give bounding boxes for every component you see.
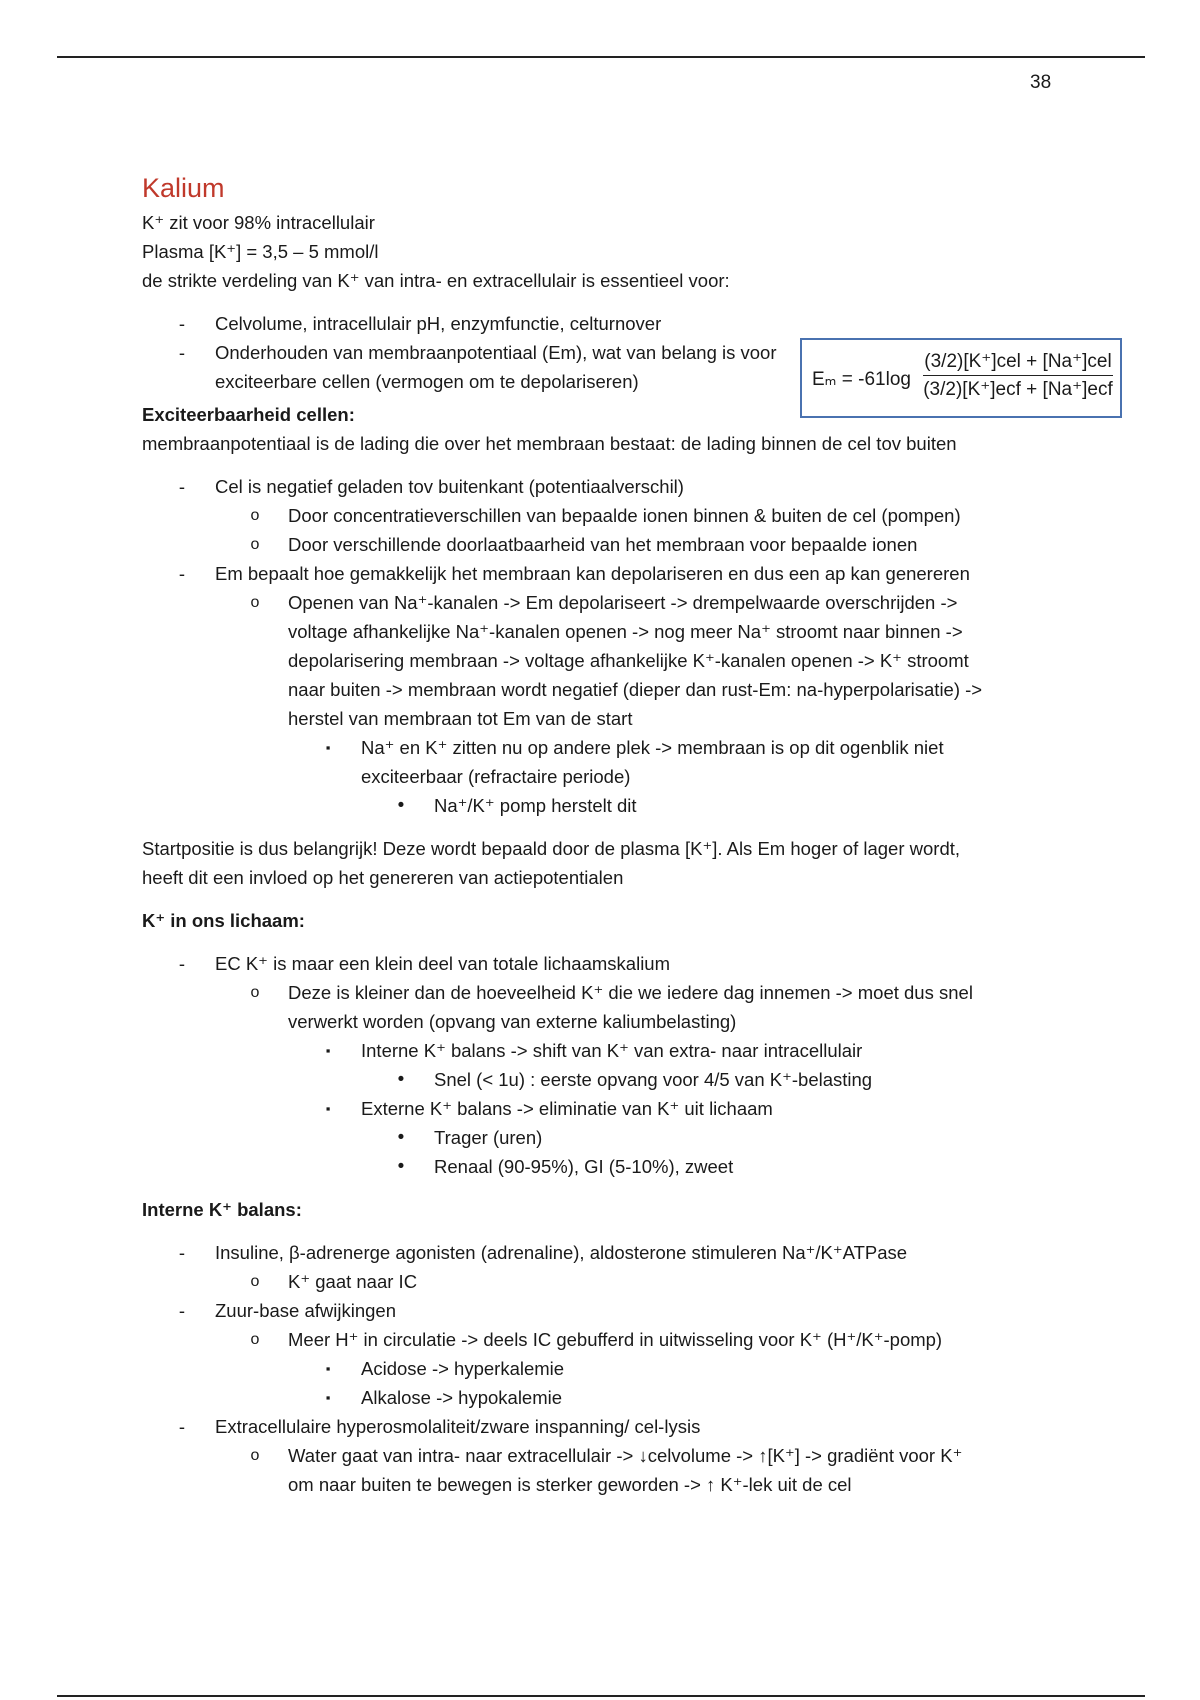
list-item: o Meer H⁺ in circulatie -> deels IC gebufferd in uitwisseling voor K⁺ (H⁺/K⁺-pomp) <box>142 1325 1082 1354</box>
intro-line: Plasma [K⁺] = 3,5 – 5 mmol/l <box>142 241 379 262</box>
paragraph: heeft dit een invloed op het genereren van actiepotentialen <box>142 867 624 888</box>
page-content <box>142 172 1082 1499</box>
list-item: - Em bepaalt hoe gemakkelijk het membraan kan depolariseren en dus een ap kan genereren <box>142 559 1082 588</box>
list-item: o Door verschillende doorlaatbaarheid van het membraan voor bepaalde ionen <box>142 530 1082 559</box>
dash-bullet: - <box>178 953 186 974</box>
list-item: ▪ Alkalose -> hypokalemie <box>142 1383 1082 1412</box>
dot-bullet: • <box>397 795 405 816</box>
list-item: - Onderhouden van membraanpotentiaal (Em), wat van belang is voor exciteerbare cellen (vermogen om te depolariseren) <box>142 338 795 396</box>
internal-balance-heading: Interne K⁺ balans: <box>142 1199 302 1220</box>
list-item: • Na⁺/K⁺ pomp herstelt dit <box>142 791 1082 820</box>
dot-bullet: • <box>397 1127 405 1148</box>
dash-bullet: - <box>178 1242 186 1263</box>
list-item: • Renaal (90-95%), GI (5-10%), zweet <box>142 1152 1082 1181</box>
paragraph: membraanpotentiaal is de lading die over het membraan bestaat: de lading binnen de cel tov buiten <box>142 433 957 454</box>
formula-lhs: Eₘ = -61log <box>812 369 911 390</box>
dash-bullet: - <box>178 313 186 334</box>
intro-line: K⁺ zit voor 98% intracellulair <box>142 212 375 233</box>
dash-bullet: - <box>178 476 186 497</box>
excitability-heading: Exciteerbaarheid cellen: <box>142 404 355 425</box>
square-bullet: ▪ <box>325 1043 331 1058</box>
list-item: o Water gaat van intra- naar extracellulair -> ↓celvolume -> ↑[K⁺] -> gradiënt voor K⁺ om naar buiten te bewegen is sterker geworden -> ↑ K⁺-lek uit de cel <box>142 1441 1082 1499</box>
list-item: - Extracellulaire hyperosmolaliteit/zware inspanning/ cel-lysis <box>142 1412 1082 1441</box>
paragraph: Startpositie is dus belangrijk! Deze wordt bepaald door de plasma [K⁺]. Als Em hoger of lager wordt, <box>142 838 961 859</box>
dash-bullet: - <box>178 1416 186 1437</box>
list-item: - EC K⁺ is maar een klein deel van totale lichaamskalium <box>142 949 1082 978</box>
square-bullet: ▪ <box>325 1390 331 1405</box>
list-item: • Snel (< 1u) : eerste opvang voor 4/5 van K⁺-belasting <box>142 1065 1082 1094</box>
list-item: - Zuur-base afwijkingen <box>142 1296 1082 1325</box>
circle-bullet: o <box>250 1447 260 1464</box>
body-potassium-heading: K⁺ in ons lichaam: <box>142 910 305 931</box>
circle-bullet: o <box>250 594 260 611</box>
list-item: o K⁺ gaat naar IC <box>142 1267 1082 1296</box>
circle-bullet: o <box>250 1273 260 1290</box>
circle-bullet: o <box>250 507 260 524</box>
formula-numerator: (3/2)[K⁺]cel + [Na⁺]cel <box>923 350 1113 376</box>
dash-bullet: - <box>178 1300 186 1321</box>
list-item: - Insuline, β-adrenerge agonisten (adrenaline), aldosterone stimuleren Na⁺/K⁺ATPase <box>142 1238 1082 1267</box>
bottom-rule <box>57 1695 1145 1697</box>
section-title: Kalium <box>142 173 225 203</box>
formula-denominator: (3/2)[K⁺]ecf + [Na⁺]ecf <box>923 379 1113 400</box>
list-item: ▪ Na⁺ en K⁺ zitten nu op andere plek -> membraan is op dit ogenblik niet exciteerbaar (refractaire periode) <box>142 733 1082 791</box>
dot-bullet: • <box>397 1069 405 1090</box>
dash-bullet: - <box>178 342 186 363</box>
circle-bullet: o <box>250 1331 260 1348</box>
list-item: - Celvolume, intracellulair pH, enzymfunctie, celturnover <box>142 309 1082 338</box>
list-item: o Openen van Na⁺-kanalen -> Em depolariseert -> drempelwaarde overschrijden -> voltage afhankelijke Na⁺-kanalen openen -> nog meer Na⁺ stroomt naar binnen -> depolarisering membraan -> voltage afhankelijke K⁺-kanalen openen -> K⁺ stroomt naar buiten -> membraan wordt negatief (dieper dan rust-Em: na-hyperpolarisatie) -> herstel van membraan tot Em van de start <box>142 588 1082 733</box>
square-bullet: ▪ <box>325 740 331 755</box>
list-item: o Deze is kleiner dan de hoeveelheid K⁺ die we iedere dag innemen -> moet dus snel verwerkt worden (opvang van externe kaliumbelasting) <box>142 978 1082 1036</box>
circle-bullet: o <box>250 536 260 553</box>
list-item: • Trager (uren) <box>142 1123 1082 1152</box>
list-item: ▪ Externe K⁺ balans -> eliminatie van K⁺ uit lichaam <box>142 1094 1082 1123</box>
list-item: o Door concentratieverschillen van bepaalde ionen binnen & buiten de cel (pompen) <box>142 501 1082 530</box>
dot-bullet: • <box>397 1156 405 1177</box>
square-bullet: ▪ <box>325 1101 331 1116</box>
top-rule <box>57 56 1145 58</box>
page-number: 38 <box>1030 72 1052 93</box>
circle-bullet: o <box>250 984 260 1001</box>
dash-bullet: - <box>178 563 186 584</box>
square-bullet: ▪ <box>325 1361 331 1376</box>
list-item: ▪ Interne K⁺ balans -> shift van K⁺ van extra- naar intracellulair <box>142 1036 1082 1065</box>
list-item: - Cel is negatief geladen tov buitenkant (potentiaalverschil) <box>142 472 1082 501</box>
list-item: ▪ Acidose -> hyperkalemie <box>142 1354 1082 1383</box>
intro-line: de strikte verdeling van K⁺ van intra- en extracellulair is essentieel voor: <box>142 270 730 291</box>
